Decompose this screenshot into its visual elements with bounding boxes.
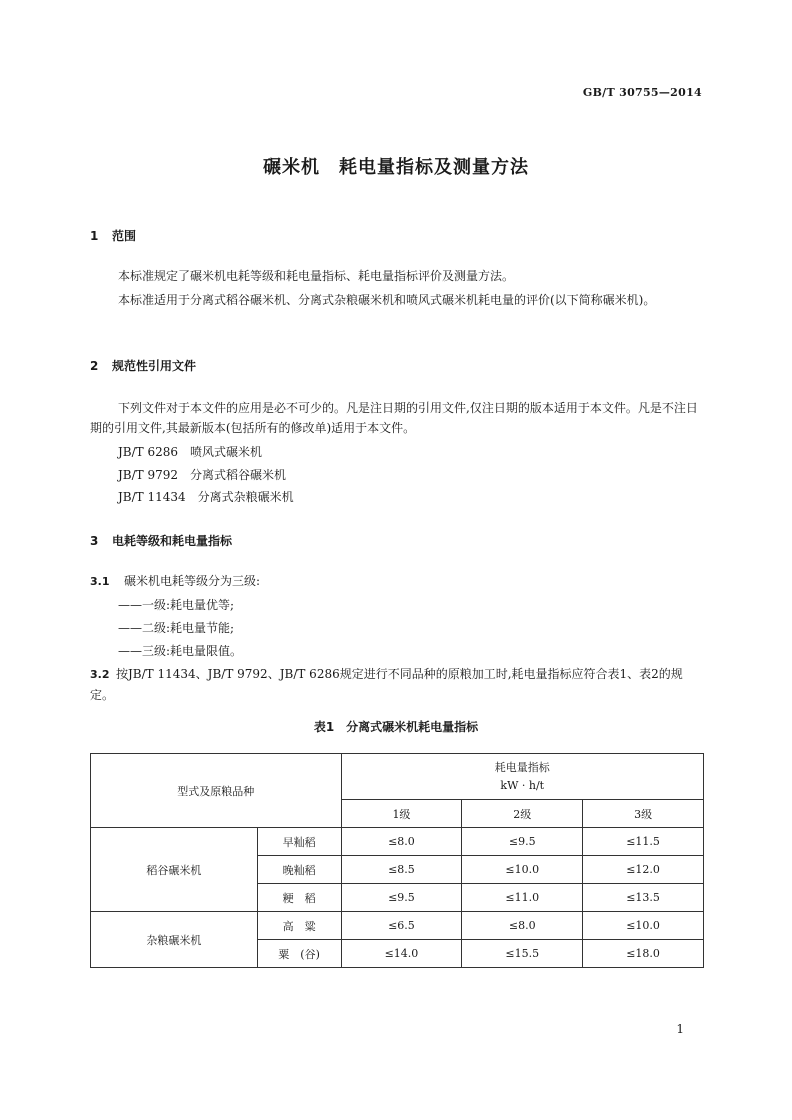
section-title: 电耗等级和耗电量指标	[112, 534, 233, 548]
value-cell: ≤13.5	[583, 884, 704, 912]
reference-item: JB/T 6286 喷风式碾米机	[118, 445, 263, 459]
value-cell: ≤11.0	[462, 884, 583, 912]
group-cell: 杂粮碾米机	[91, 912, 258, 968]
section-1-heading	[90, 227, 136, 244]
document-title: 碾米机 耗电量指标及测量方法	[263, 157, 529, 178]
level-item: ——一级:耗电量优等;	[118, 598, 235, 612]
header-unit-label: kW · h/t	[500, 778, 545, 792]
header-metric-label: 耗电量指标	[494, 760, 550, 774]
reference-item: JB/T 11434 分离式杂粮碾米机	[118, 490, 294, 504]
standard-code: GB/T 30755—2014	[582, 86, 702, 99]
level-item: ——二级:耗电量节能;	[118, 621, 235, 635]
value-cell: ≤9.5	[462, 828, 583, 856]
variety-cell: 粳 稻	[257, 884, 341, 912]
table-caption: 表1 分离式碾米机耗电量指标	[313, 720, 479, 734]
section-title: 范围	[112, 229, 137, 243]
section-2-heading	[90, 357, 196, 374]
value-cell: ≤12.0	[583, 856, 704, 884]
clause-number: 3.1	[90, 575, 110, 588]
table-header-row	[91, 754, 704, 800]
section-3-heading	[90, 532, 232, 549]
value-cell: ≤14.0	[341, 940, 462, 968]
header-type-cell: 型式及原粮品种	[91, 754, 342, 828]
scope-paragraph-2: 本标准适用于分离式稻谷碾米机、分离式杂粮碾米机和喷风式碾米机耗电量的评价(以下简称碾米机)。	[118, 293, 656, 307]
value-cell: ≤18.0	[583, 940, 704, 968]
grade-cell: 1级	[341, 800, 462, 828]
value-cell: ≤10.0	[462, 856, 583, 884]
clause-text: 按JB/T 11434、JB/T 9792、JB/T 6286规定进行不同品种的原粮加工时,耗电量指标应符合表1、表2的规定。	[90, 667, 683, 702]
value-cell: ≤11.5	[583, 828, 704, 856]
variety-cell: 早籼稻	[257, 828, 341, 856]
page-number: 1	[676, 1022, 684, 1036]
section-number: 1	[90, 229, 99, 243]
clause-3-2	[90, 664, 704, 705]
reference-item: JB/T 9792 分离式稻谷碾米机	[118, 468, 287, 482]
references-paragraph: 下列文件对于本文件的应用是必不可少的。凡是注日期的引用文件,仅注日期的版本适用于本文件。凡是不注日期的引用文件,其最新版本(包括所有的修改单)适用于本文件。	[90, 401, 698, 435]
grade-cell: 2级	[462, 800, 583, 828]
grade-cell: 3级	[583, 800, 704, 828]
group-cell: 稻谷碾米机	[91, 828, 258, 912]
value-cell: ≤9.5	[341, 884, 462, 912]
value-cell: ≤6.5	[341, 912, 462, 940]
section-number: 3	[90, 534, 99, 548]
variety-cell: 粟 (谷)	[257, 940, 341, 968]
variety-cell: 晚籼稻	[257, 856, 341, 884]
table-row	[91, 828, 704, 856]
energy-consumption-table	[90, 753, 704, 968]
variety-cell: 高 粱	[257, 912, 341, 940]
section-title: 规范性引用文件	[112, 359, 197, 373]
clause-text: 碾米机电耗等级分为三级:	[124, 574, 261, 588]
value-cell: ≤8.0	[341, 828, 462, 856]
clause-3-1	[90, 571, 260, 592]
value-cell: ≤10.0	[583, 912, 704, 940]
level-item: ——三级:耗电量限值。	[118, 644, 243, 658]
header-metric-cell	[341, 754, 703, 800]
section-number: 2	[90, 359, 99, 373]
value-cell: ≤8.0	[462, 912, 583, 940]
clause-number: 3.2	[90, 668, 110, 681]
scope-paragraph-1: 本标准规定了碾米机电耗等级和耗电量指标、耗电量指标评价及测量方法。	[118, 269, 515, 283]
table-row	[91, 912, 704, 940]
value-cell: ≤8.5	[341, 856, 462, 884]
value-cell: ≤15.5	[462, 940, 583, 968]
